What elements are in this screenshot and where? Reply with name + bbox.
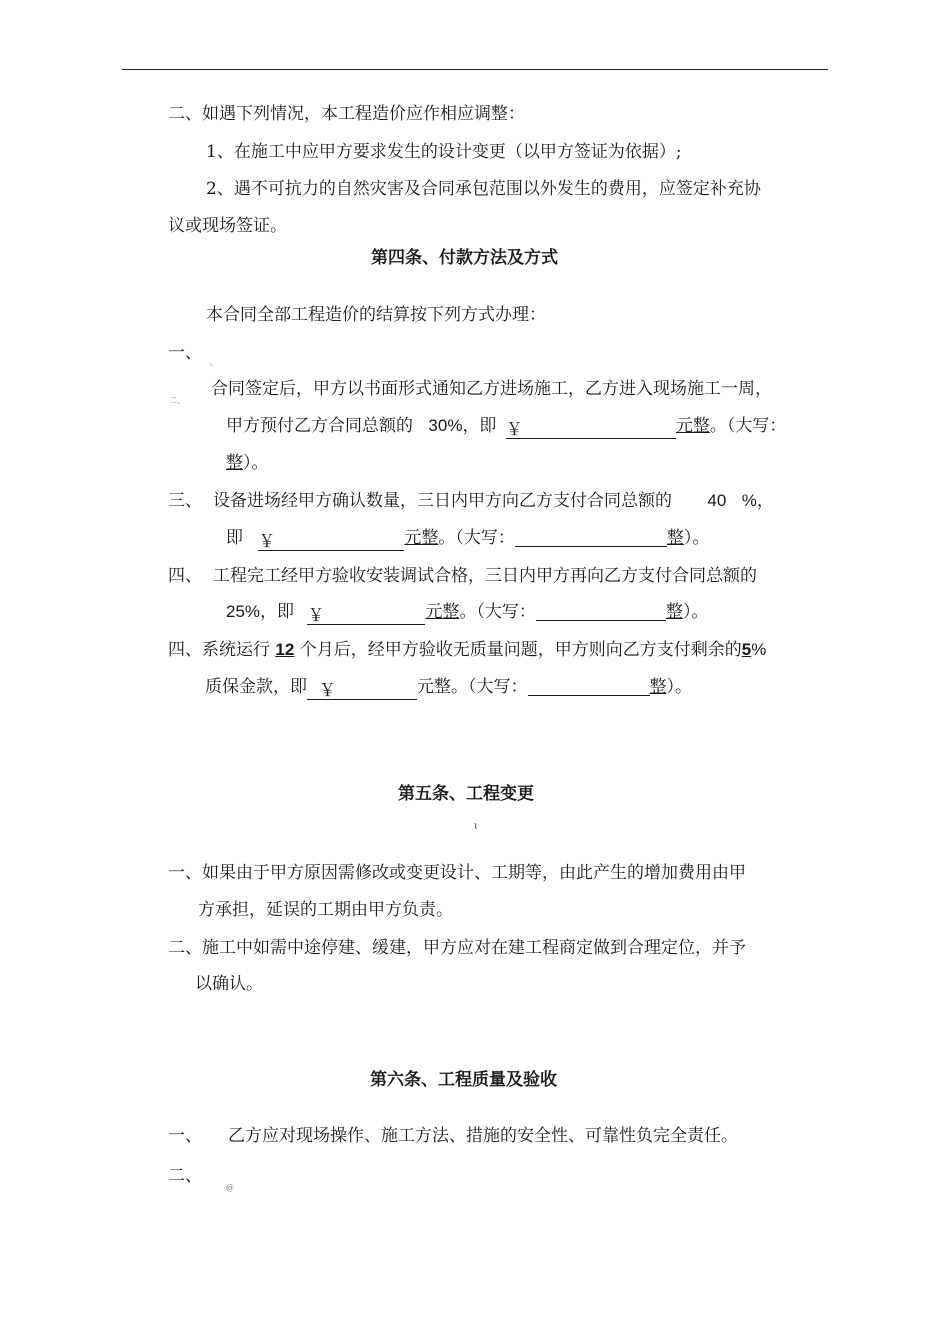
clause4-p1-marker: 一、: [168, 343, 202, 363]
p3-percent: 25%: [226, 602, 261, 621]
p3-close: ）。: [682, 602, 709, 622]
p4-yuan: 元整: [417, 677, 451, 697]
clause3-sub2-line1: 2、遇不可抗力的自然灾害及合同承包范围以外发生的费用，应签定补充协: [206, 179, 761, 199]
p4-daxie-blank[interactable]: [528, 675, 650, 696]
p2-daxie-blank[interactable]: [515, 526, 667, 547]
p3-daxie-blank[interactable]: [536, 600, 666, 621]
p4-daxie: 。（大写：: [451, 677, 528, 697]
p1-yuan: 元整: [675, 416, 710, 436]
p1-amount-blank[interactable]: [506, 418, 676, 439]
p2-daxie: 。（大写：: [438, 528, 515, 548]
clause6-item2-mark: @: [226, 1183, 234, 1192]
p2-ji: 即: [226, 528, 243, 548]
clause4-p1-line3: [226, 451, 269, 475]
clause4-intro: 本合同全部工程造价的结算按下列方式办理：: [206, 305, 546, 325]
clause5-item2-line1: 二、施工中如需中途停建、缓建，甲方应对在建工程商定做到合理定位，并予: [168, 938, 746, 958]
yen-sign: ￥: [319, 681, 336, 701]
p3-amount-blank[interactable]: [307, 604, 425, 625]
p3-zheng: 整: [665, 602, 683, 622]
p1-text: 甲方预付乙方合同总额的: [226, 416, 413, 436]
yen-sign: ￥: [505, 420, 523, 440]
clause5-title: 第五条、工程变更: [398, 784, 534, 804]
p3-yuan: 元整: [425, 602, 460, 622]
p2-percent-sign: %，: [741, 491, 774, 510]
clause4-p4-line1: [168, 638, 766, 662]
p4-zheng: 整: [649, 677, 667, 697]
clause4-p2-marker: 三、: [168, 491, 202, 511]
p4-close: ）。: [666, 677, 692, 697]
p1-ji: ，即: [462, 416, 497, 436]
p1-percent: 30%: [428, 416, 463, 435]
clause4-p3-marker: 四、: [168, 566, 202, 586]
clause4-p1-line1: 合同签定后，甲方以书面形式通知乙方进场施工，乙方进入现场施工一周，: [211, 379, 772, 399]
clause4-p2-line1: [213, 489, 774, 513]
yen-sign: ￥: [258, 532, 276, 552]
p2-amount-blank[interactable]: [258, 530, 404, 551]
clause5-item1-line2: 方承担，延误的工期由甲方负责。: [198, 900, 453, 920]
clause6-item2-marker: 二、: [168, 1166, 202, 1186]
p3-daxie: 。（大写：: [459, 602, 536, 622]
clause3-sub1: 1、在施工中应甲方要求发生的设计变更（以甲方签证为依据）;: [206, 142, 682, 162]
clause4-p3-line2: [226, 600, 708, 625]
clause4-p2-line2: [226, 526, 709, 551]
p4-text-a: 四、系统运行: [168, 640, 270, 660]
clause6-item1-marker: 一、: [168, 1126, 202, 1146]
p2-zheng: 整: [666, 528, 684, 548]
clause4-p4-line2: [205, 675, 692, 700]
clause3-item2: 二、如遇下列情况，本工程造价应作相应调整：: [168, 104, 525, 124]
p2-close: ）。: [683, 528, 710, 548]
clause6-title: 第六条、工程质量及验收: [370, 1070, 557, 1090]
clause5-item1-line1: 一、如果由于甲方原因需修改或变更设计、工期等，由此产生的增加费用由甲: [168, 863, 746, 883]
p2-percent: 40: [707, 491, 727, 510]
clause4-p1-line2: [226, 414, 786, 439]
p4-percent-sign: %: [751, 640, 767, 659]
p1-daxie: 。（大写：: [709, 416, 787, 436]
p4-text-c: 质保金款，即: [205, 677, 307, 697]
p3-ji: ，即: [260, 602, 295, 622]
clause6-item1: 乙方应对现场操作、施工方法、措施的安全性、可靠性负完全责任。: [228, 1126, 738, 1146]
yen-sign: ￥: [307, 606, 325, 626]
header-rule: [122, 69, 828, 70]
clause5-mark: ɩ: [474, 821, 478, 832]
clause4-title: 第四条、付款方法及方式: [371, 248, 558, 268]
p1-close: ）。: [243, 453, 269, 473]
p4-percent: 5: [741, 640, 752, 659]
p4-months: 12: [275, 640, 295, 659]
p4-amount-blank[interactable]: [307, 679, 417, 700]
clause4-p1-small-mark: 。: [210, 358, 218, 367]
clause4-p1-marker-2: 二、: [169, 396, 185, 405]
p2-yuan: 元整: [404, 528, 439, 548]
p4-text-b: 个月后，经甲方验收无质量问题，甲方则向乙方支付剩余的: [299, 640, 742, 660]
p2-text: 设备进场经甲方确认数量，三日内甲方向乙方支付合同总额的: [213, 491, 672, 511]
clause3-sub2-line2: 议或现场签证。: [168, 216, 287, 236]
clause4-p3-line1: 工程完工经甲方验收安装调试合格，三日内甲方再向乙方支付合同总额的: [213, 566, 757, 586]
clause5-item2-line2: 以确认。: [195, 974, 263, 994]
p1-zheng: 整: [226, 453, 243, 473]
